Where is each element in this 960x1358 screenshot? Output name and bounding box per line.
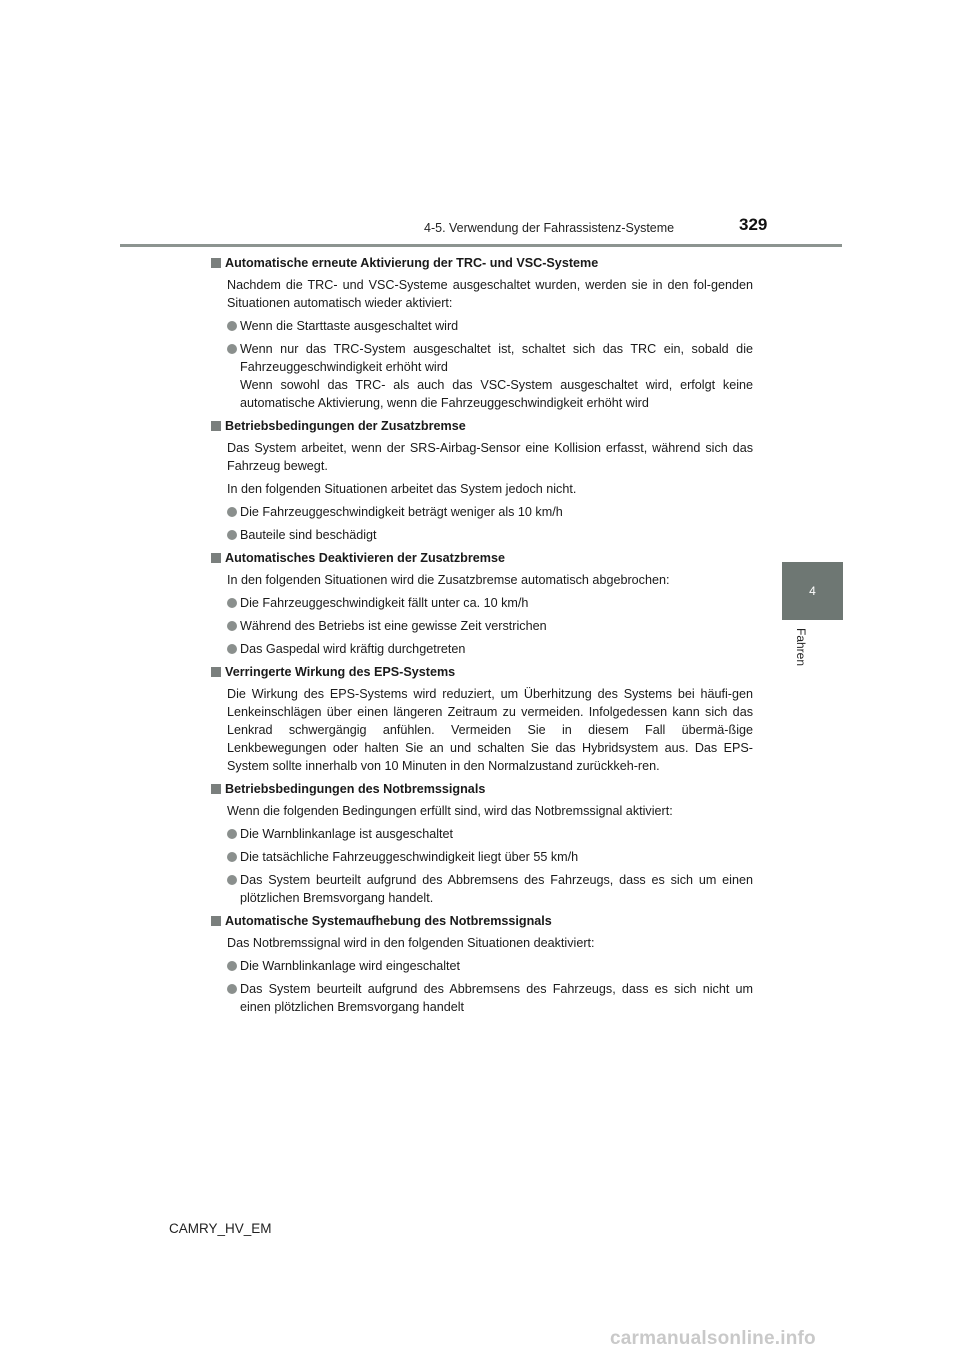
list-item-text: Während des Betriebs ist eine gewisse Zeit verstrichen (240, 619, 547, 633)
round-bullet-icon (227, 530, 237, 540)
list-item-text: Die Warnblinkanlage wird eingeschaltet (240, 959, 461, 973)
list-item-text: Wenn nur das TRC-System ausgeschaltet ist, schaltet sich das TRC ein, sobald die Fahrzeuggeschwindigkeit erhöht wird (240, 342, 753, 374)
section-paragraph: In den folgenden Situationen arbeitet das System jedoch nicht. (227, 482, 577, 496)
round-bullet-icon (227, 644, 237, 654)
list-item-text: Das System beurteilt aufgrund des Abbremsens des Fahrzeugs, dass es sich um einen plötzlichen Bremsvorgang handelt. (240, 873, 753, 905)
round-bullet-icon (227, 344, 237, 354)
chapter-label (794, 628, 808, 698)
list-item (227, 317, 753, 335)
list-item-text: Wenn sowohl das TRC- als auch das VSC-System ausgeschaltet wird, erfolgt keine automatische Aktivierung, wenn die Fahrzeuggeschwindigkeit erhöht wird (240, 378, 753, 410)
section-title-text: Verringerte Wirkung des EPS-Systems (225, 665, 456, 679)
header-section-title: 4-5. Verwendung der Fahrassistenz-Systeme (424, 221, 675, 235)
square-bullet-icon (211, 421, 221, 431)
list-item-text: Die Fahrzeuggeschwindigkeit beträgt weniger als 10 km/h (240, 505, 563, 519)
list-item (227, 526, 753, 544)
list-item (227, 957, 753, 975)
square-bullet-icon (211, 667, 221, 677)
list-item (227, 617, 753, 635)
section-paragraph: In den folgenden Situationen wird die Zusatzbremse automatisch abgebrochen: (227, 573, 670, 587)
content (210, 254, 753, 1021)
section-title (210, 549, 753, 567)
list-item (227, 594, 753, 612)
round-bullet-icon (227, 829, 237, 839)
round-bullet-icon (227, 321, 237, 331)
list-item (227, 640, 753, 658)
footer-model-code: CAMRY_HV_EM (169, 1221, 272, 1236)
section-title (210, 417, 753, 435)
list-item (227, 871, 753, 907)
section-title-text: Automatische erneute Aktivierung der TRC- und VSC-Systeme (225, 256, 599, 270)
section-paragraph: Das System arbeitet, wenn der SRS-Airbag-Sensor eine Kollision erfasst, während sich das Fahrzeug bewegt. (227, 441, 753, 473)
watermark: carmanualsonline.info (610, 1328, 816, 1349)
list-item-text: Die tatsächliche Fahrzeuggeschwindigkeit liegt über 55 km/h (240, 850, 579, 864)
section-title (210, 663, 753, 681)
section-paragraph: Nachdem die TRC- und VSC-Systeme ausgeschaltet wurden, werden sie in den fol-genden Situationen automatisch wieder aktiviert: (227, 278, 753, 310)
section-title-text: Automatische Systemaufhebung des Notbremssignals (225, 914, 552, 928)
list-item (227, 848, 753, 866)
round-bullet-icon (227, 875, 237, 885)
section-paragraph: Das Notbremssignal wird in den folgenden Situationen deaktiviert: (227, 936, 595, 950)
list-item (227, 825, 753, 843)
list-item-text: Bauteile sind beschädigt (240, 528, 377, 542)
square-bullet-icon (211, 553, 221, 563)
round-bullet-icon (227, 621, 237, 631)
list-item (227, 503, 753, 521)
list-item-text: Das System beurteilt aufgrund des Abbremsens des Fahrzeugs, dass es sich nicht um einen plötzlichen Bremsvorgang handelt (240, 982, 753, 1014)
page-number: 329 (739, 215, 768, 234)
section-title (210, 912, 753, 930)
square-bullet-icon (211, 784, 221, 794)
chapter-tab: 4 (782, 562, 843, 620)
round-bullet-icon (227, 984, 237, 994)
round-bullet-icon (227, 961, 237, 971)
section-title (210, 780, 753, 798)
section-title-text: Betriebsbedingungen der Zusatzbremse (225, 419, 466, 433)
list-item-text: Die Fahrzeuggeschwindigkeit fällt unter ca. 10 km/h (240, 596, 529, 610)
list-item-text: Das Gaspedal wird kräftig durchgetreten (240, 642, 466, 656)
round-bullet-icon (227, 598, 237, 608)
list-item-text: Wenn die Starttaste ausgeschaltet wird (240, 319, 459, 333)
chapter-label-text: Fahren (794, 628, 808, 667)
section-paragraph: Wenn die folgenden Bedingungen erfüllt sind, wird das Notbremssignal aktiviert: (227, 804, 673, 818)
section-paragraph: Die Wirkung des EPS-Systems wird reduziert, um Überhitzung des Systems bei häufi-gen Lenkeinschlägen über einen längeren Zeitraum zu vermeiden. Infolgedessen kann sich das Lenkrad schwergängig anfühlen. Vermeiden Sie in diesem Fall übermä-ßige Lenkbewegungen oder halten Sie an und schalten Sie das Hybridsystem aus. Das EPS-System sollte innerhalb von 10 Minuten in den Normalzustand zurückkeh-ren. (227, 687, 753, 773)
round-bullet-icon (227, 852, 237, 862)
list-item-text: Die Warnblinkanlage ist ausgeschaltet (240, 827, 454, 841)
list-item (227, 980, 753, 1016)
square-bullet-icon (211, 916, 221, 926)
square-bullet-icon (211, 258, 221, 268)
section-title (210, 254, 753, 272)
list-item (227, 340, 753, 412)
round-bullet-icon (227, 507, 237, 517)
header-rule (120, 244, 842, 247)
section-title-text: Betriebsbedingungen des Notbremssignals (225, 782, 486, 796)
section-title-text: Automatisches Deaktivieren der Zusatzbremse (225, 551, 505, 565)
